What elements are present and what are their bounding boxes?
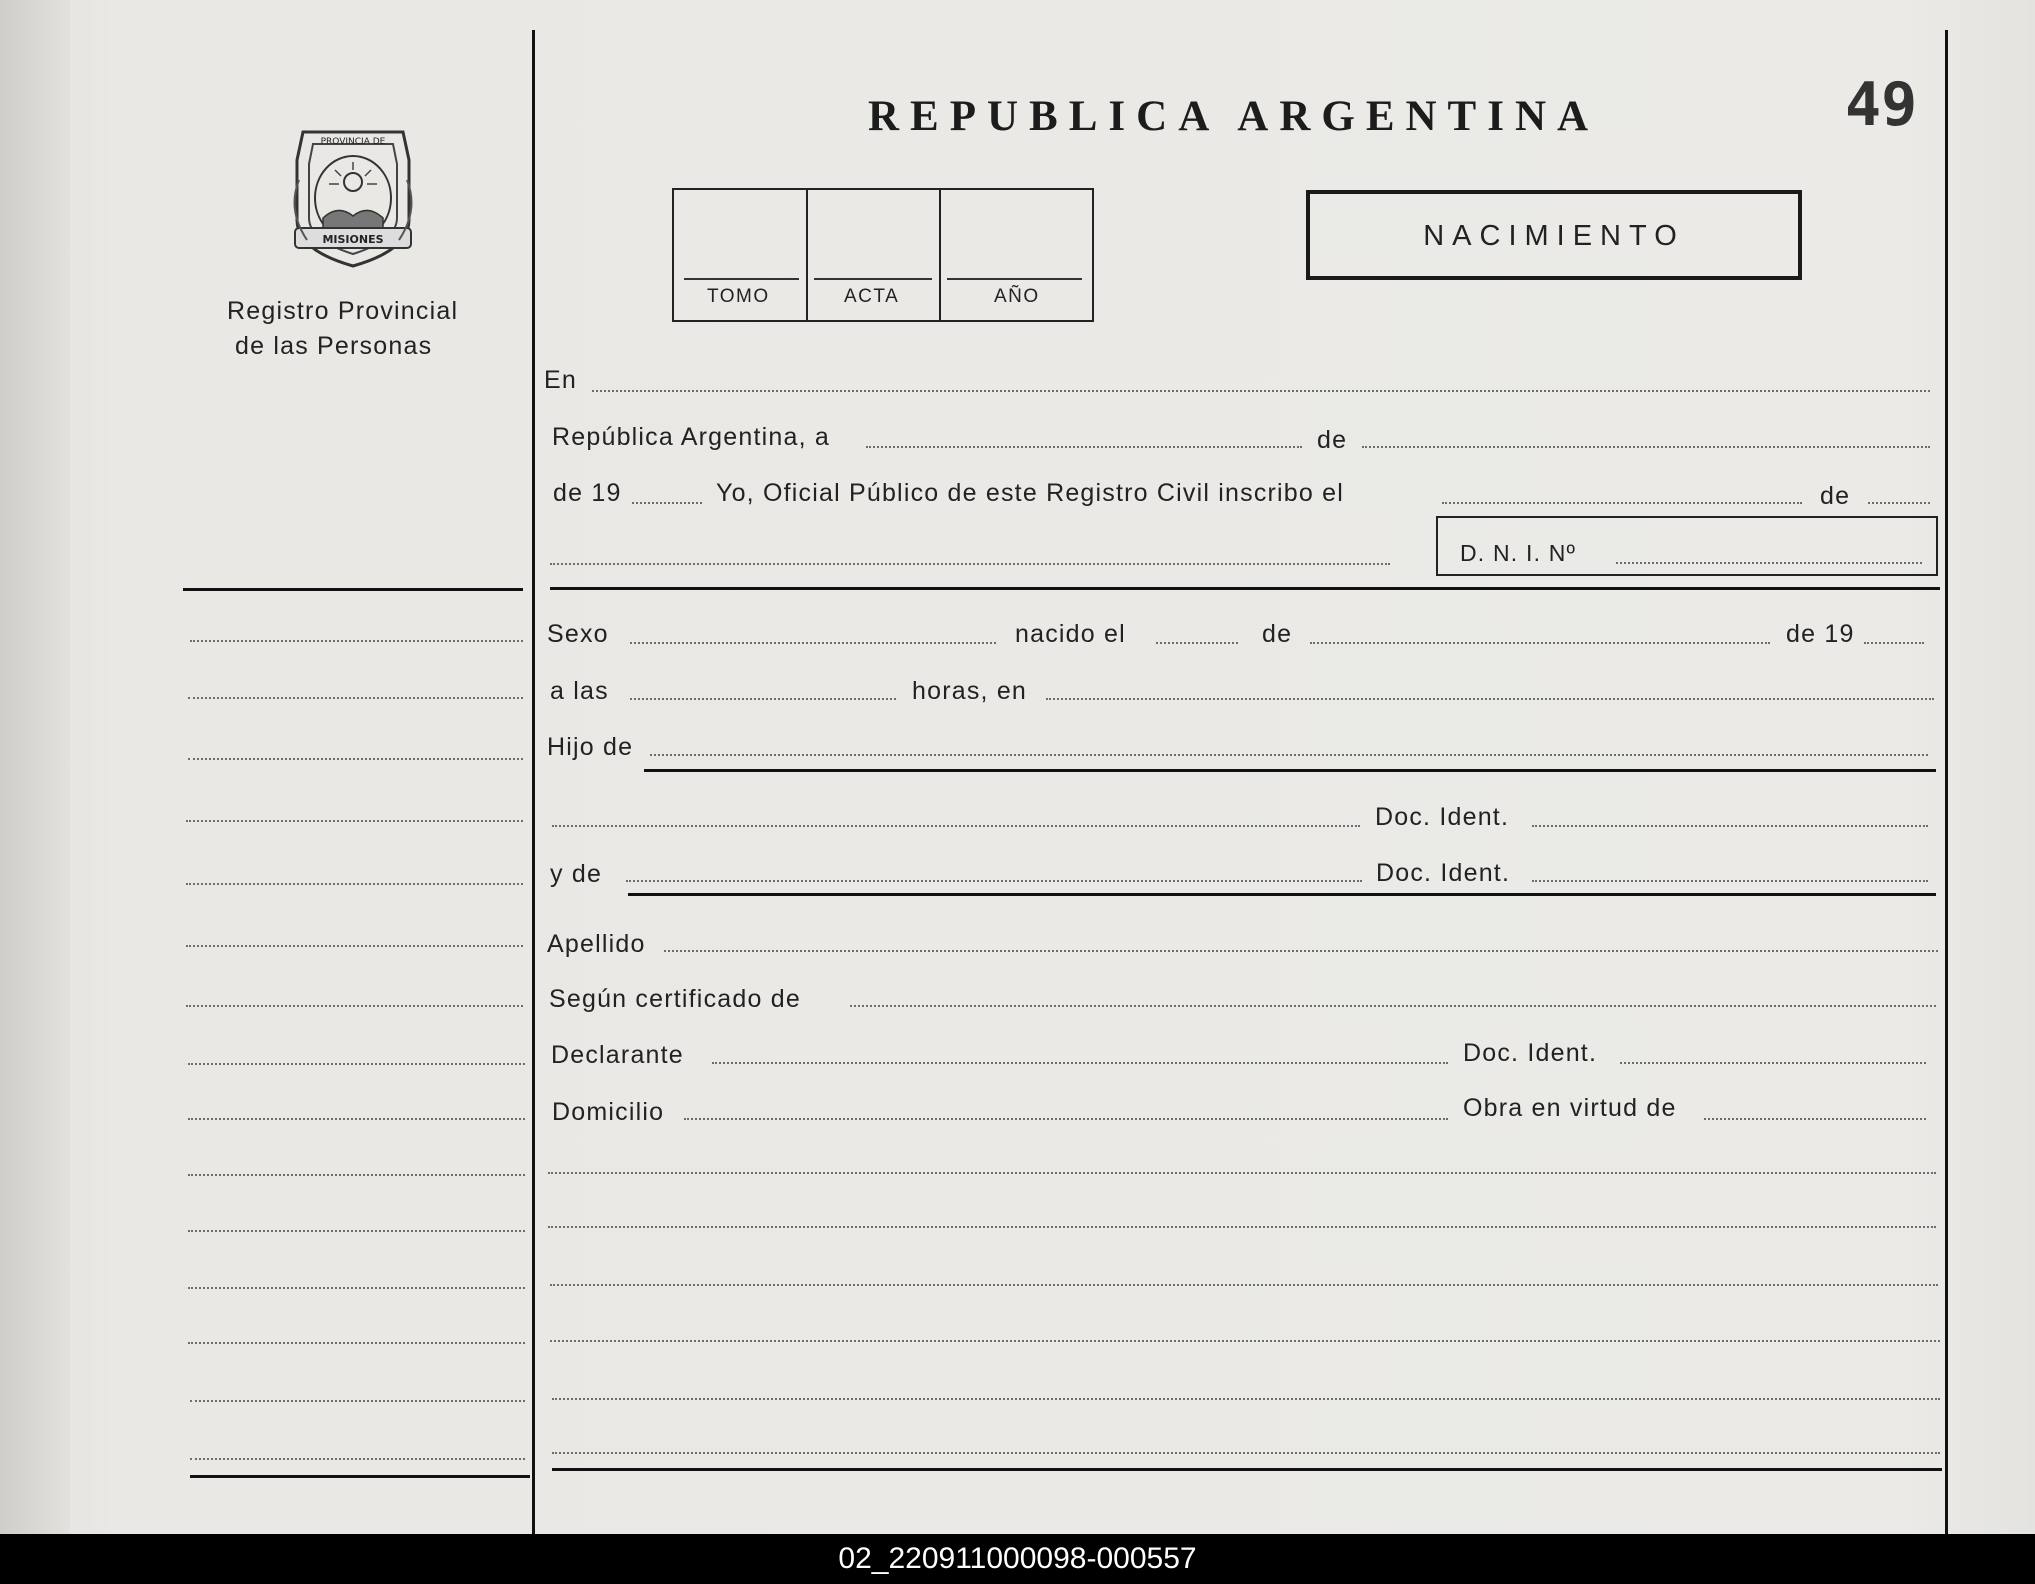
form-type-box bbox=[1306, 190, 1802, 280]
section-rule-3 bbox=[628, 893, 1936, 896]
field-nacido-dia-line[interactable] bbox=[1156, 642, 1238, 644]
field-nacido-mes-line[interactable] bbox=[1310, 642, 1770, 644]
field-obra-line[interactable] bbox=[1704, 1118, 1926, 1120]
margin-line[interactable] bbox=[188, 1287, 525, 1289]
section-rule-2 bbox=[644, 769, 1936, 772]
label-declarante: Declarante bbox=[551, 1041, 684, 1069]
label-republica: República Argentina, a bbox=[552, 423, 830, 451]
label-a-las: a las bbox=[550, 677, 609, 705]
label-doc-ident-1: Doc. Ident. bbox=[1375, 803, 1510, 831]
label-sexo: Sexo bbox=[547, 620, 609, 648]
label-segun-certificado: Según certificado de bbox=[549, 985, 801, 1013]
field-madre-line[interactable] bbox=[626, 880, 1362, 882]
margin-line[interactable] bbox=[188, 1118, 525, 1120]
margin-line[interactable] bbox=[188, 1342, 525, 1344]
label-de-1: de bbox=[1317, 426, 1348, 454]
notes-line[interactable] bbox=[550, 1284, 1938, 1286]
label-de19: de 19 bbox=[553, 479, 622, 507]
margin-top-rule bbox=[183, 588, 523, 591]
image-id-caption: 02_220911000098-000557 bbox=[0, 1534, 2035, 1584]
field-domicilio-line[interactable] bbox=[684, 1118, 1448, 1120]
margin-line[interactable] bbox=[190, 640, 523, 642]
field-sexo-line[interactable] bbox=[630, 642, 996, 644]
field-certificado-line[interactable] bbox=[850, 1005, 1936, 1007]
margin-line[interactable] bbox=[186, 883, 523, 885]
field-anio-line[interactable] bbox=[632, 502, 702, 504]
field-dia-line[interactable] bbox=[866, 446, 1302, 448]
field-doc-ident-3-line[interactable] bbox=[1620, 1062, 1926, 1064]
notes-line[interactable] bbox=[550, 1340, 1940, 1342]
field-en-line[interactable] bbox=[592, 390, 1930, 392]
label-en: En bbox=[544, 366, 577, 394]
field-apellido-line[interactable] bbox=[664, 950, 1938, 952]
notes-line[interactable] bbox=[552, 1398, 1940, 1400]
dni-box bbox=[1436, 516, 1938, 576]
field-doc-ident-2-line[interactable] bbox=[1532, 880, 1928, 882]
field-nacido-anio-line[interactable] bbox=[1864, 642, 1924, 644]
margin-line[interactable] bbox=[186, 1005, 523, 1007]
label-horas-en: horas, en bbox=[912, 677, 1028, 705]
registry-name-line1: Registro Provincial bbox=[227, 297, 459, 325]
label-y-de: y de bbox=[550, 860, 603, 888]
field-nombre-line[interactable] bbox=[550, 563, 1390, 565]
field-hora-line[interactable] bbox=[630, 698, 896, 700]
margin-line[interactable] bbox=[188, 1063, 525, 1065]
label-yo-oficial: Yo, Oficial Público de este Registro Civil inscribo el bbox=[716, 479, 1345, 507]
label-de-3: de bbox=[1262, 620, 1293, 648]
margin-line[interactable] bbox=[190, 1400, 525, 1402]
margin-line[interactable] bbox=[190, 1458, 525, 1460]
margin-line[interactable] bbox=[188, 1174, 525, 1176]
provincia-de-misiones-seal-icon bbox=[283, 120, 423, 270]
field-dni-line[interactable] bbox=[1616, 562, 1922, 564]
form-type-label: NACIMIENTO bbox=[1423, 220, 1685, 252]
country-title: REPUBLICA ARGENTINA bbox=[868, 93, 1600, 140]
acta-label: ACTA bbox=[844, 286, 900, 307]
label-de-2: de bbox=[1820, 482, 1851, 510]
right-border bbox=[1945, 30, 1948, 1534]
label-dni: D. N. I. Nº bbox=[1460, 540, 1577, 566]
svg-text:PROVINCIA DE: PROVINCIA DE bbox=[320, 137, 386, 147]
margin-line[interactable] bbox=[188, 1230, 525, 1232]
svg-text:MISIONES: MISIONES bbox=[322, 233, 384, 246]
field-doc-ident-1-line[interactable] bbox=[1532, 825, 1928, 827]
label-nacido-el: nacido el bbox=[1015, 620, 1126, 648]
label-doc-ident-2: Doc. Ident. bbox=[1376, 859, 1511, 887]
notes-line[interactable] bbox=[552, 1452, 1940, 1454]
label-apellido: Apellido bbox=[547, 930, 646, 958]
label-doc-ident-3: Doc. Ident. bbox=[1463, 1039, 1598, 1067]
label-domicilio: Domicilio bbox=[552, 1098, 665, 1126]
margin-line[interactable] bbox=[186, 820, 523, 822]
reference-box bbox=[672, 188, 1094, 322]
field-inscribo-line[interactable] bbox=[1442, 502, 1802, 504]
margin-line[interactable] bbox=[188, 697, 523, 699]
binding-edge bbox=[0, 0, 70, 1534]
registry-name-line2: de las Personas bbox=[235, 332, 433, 360]
bottom-rule bbox=[552, 1468, 1942, 1471]
label-hijo-de: Hijo de bbox=[547, 733, 634, 761]
label-de19-2: de 19 bbox=[1786, 620, 1855, 648]
page-number: 49 bbox=[1845, 70, 1918, 140]
label-obra-en-virtud: Obra en virtud de bbox=[1463, 1094, 1677, 1122]
column-divider bbox=[532, 30, 535, 1534]
margin-line[interactable] bbox=[186, 945, 523, 947]
margin-line[interactable] bbox=[188, 758, 523, 760]
field-declarante-line[interactable] bbox=[712, 1062, 1448, 1064]
field-mes-line[interactable] bbox=[1362, 446, 1930, 448]
field-lugar-line[interactable] bbox=[1046, 698, 1934, 700]
field-de-line[interactable] bbox=[1868, 502, 1930, 504]
tomo-label: TOMO bbox=[707, 286, 770, 307]
section-rule-1 bbox=[550, 587, 1940, 590]
field-padre-cont-line[interactable] bbox=[552, 825, 1360, 827]
anio-label: AÑO bbox=[994, 286, 1040, 307]
field-padre-line[interactable] bbox=[650, 754, 1928, 756]
notes-line[interactable] bbox=[548, 1226, 1936, 1228]
margin-bottom-rule bbox=[190, 1475, 530, 1478]
notes-line[interactable] bbox=[548, 1172, 1936, 1174]
